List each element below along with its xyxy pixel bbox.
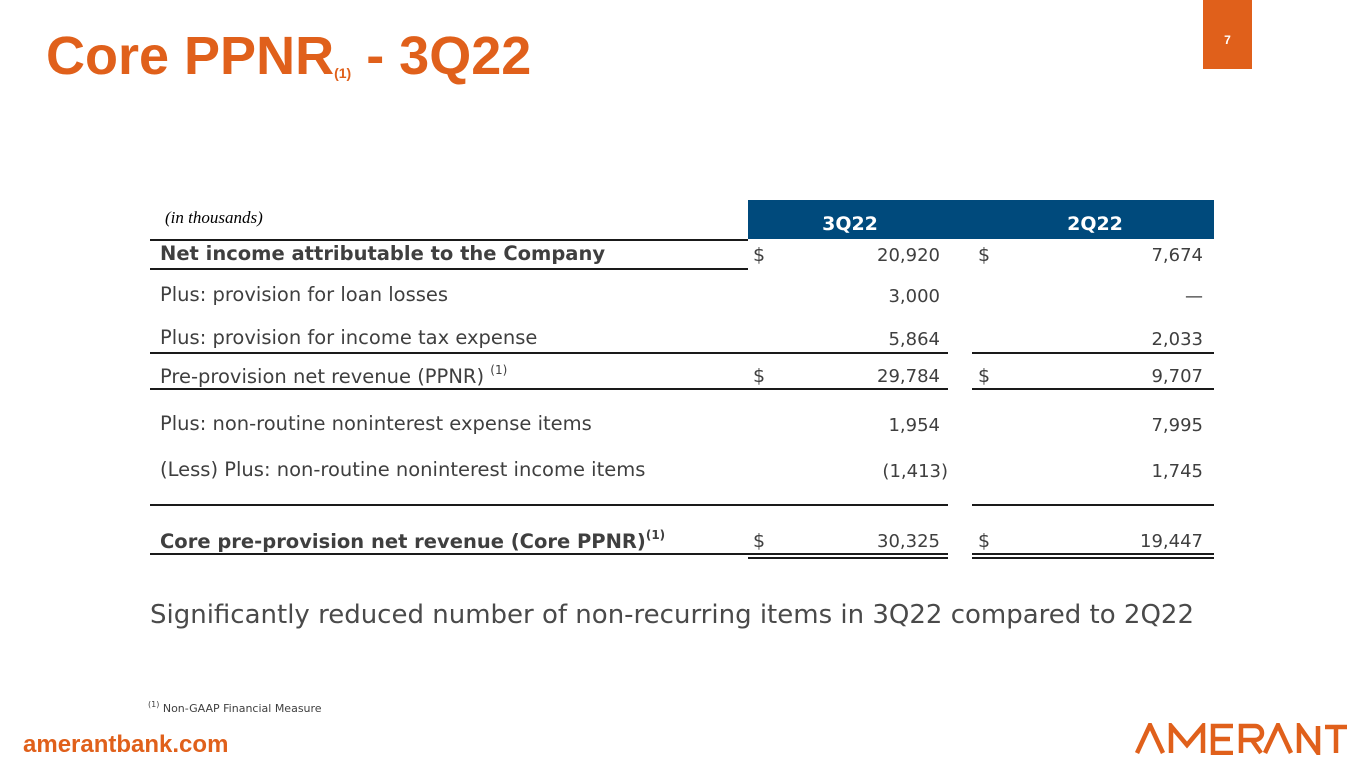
- row-value-2q22: 9,707: [1151, 366, 1203, 387]
- row-label-income-tax: Plus: provision for income tax expense: [160, 326, 538, 349]
- column-header-2q22: 2Q22: [1067, 213, 1123, 235]
- row-value-2q22: 7,995: [1151, 415, 1203, 436]
- table-rule: [150, 504, 948, 506]
- row-value-2q22: 1,745: [1151, 461, 1203, 482]
- logo-letter-n: [1299, 726, 1318, 753]
- table-rule: [972, 388, 1214, 390]
- row-value-3q22: 30,325: [877, 531, 940, 552]
- footnote: $^{(1)}$ Non-GAAP Financial Measure: [148, 700, 322, 715]
- table-rule: [972, 557, 1214, 559]
- table-rule: [972, 504, 1214, 506]
- row-label-net-income: Net income attributable to the Company: [160, 242, 606, 265]
- row-dollar-2q22: $: [978, 530, 991, 552]
- table-rule: [972, 352, 1214, 354]
- row-value-2q22: —: [1185, 286, 1203, 307]
- logo-letter-m: [1171, 726, 1203, 753]
- units-label: (in thousands): [165, 208, 263, 227]
- logo-letter-a: [1137, 725, 1163, 753]
- table-rule: [150, 268, 748, 270]
- table-rule: [150, 553, 748, 555]
- summary-note: Significantly reduced number of non-recurring items in 3Q22 compared to 2Q22: [150, 600, 1195, 630]
- row-dollar-3q22: $: [753, 530, 766, 552]
- table-rule: [748, 557, 948, 559]
- row-value-3q22: 1,954: [888, 415, 940, 436]
- row-label-ppnr: Pre-provision net revenue (PPNR) $^{(1)}$: [160, 363, 508, 388]
- row-dollar-2q22: $: [978, 365, 991, 387]
- logo-letter-r: [1241, 726, 1262, 753]
- slide-title: Core $PPNR_{(1)} - 3Q22$: [46, 26, 532, 86]
- row-label-core-ppnr: Core pre-provision net revenue (Core PPNR)$^{(1)}$: [160, 528, 666, 553]
- row-value-2q22: 19,447: [1140, 531, 1203, 552]
- table-rule: [748, 553, 948, 555]
- row-value-3q22: 5,864: [888, 329, 940, 350]
- row-label-loan-losses: Plus: provision for loan losses: [160, 283, 449, 306]
- table-rule: [150, 388, 948, 390]
- table-rule: [150, 352, 948, 354]
- row-value-3q22: 3,000: [888, 286, 940, 307]
- row-value-2q22: 2,033: [1151, 329, 1203, 350]
- table-rule: [972, 553, 1214, 555]
- row-value-3q22: 29,784: [877, 366, 940, 387]
- column-header-3q22: 3Q22: [822, 213, 878, 235]
- row-value-3q22: 20,920: [877, 245, 940, 266]
- row-label-nonroutine-expense: Plus: non-routine noninterest expense items: [160, 412, 592, 435]
- row-value-3q22: (1,413): [882, 461, 948, 482]
- row-label-nonroutine-income: (Less) Plus: non-routine noninterest income items: [160, 458, 646, 481]
- row-dollar-3q22: $: [753, 365, 766, 387]
- page-number-badge: 7: [1203, 0, 1252, 69]
- table-rule: [150, 239, 748, 241]
- row-value-2q22: 7,674: [1151, 245, 1203, 266]
- row-dollar-3q22: $: [753, 244, 766, 266]
- row-dollar-2q22: $: [978, 244, 991, 266]
- logo-letter-a2: [1265, 725, 1291, 753]
- website-link[interactable]: amerantbank.com: [23, 731, 229, 758]
- amerant-logo: [1135, 723, 1349, 755]
